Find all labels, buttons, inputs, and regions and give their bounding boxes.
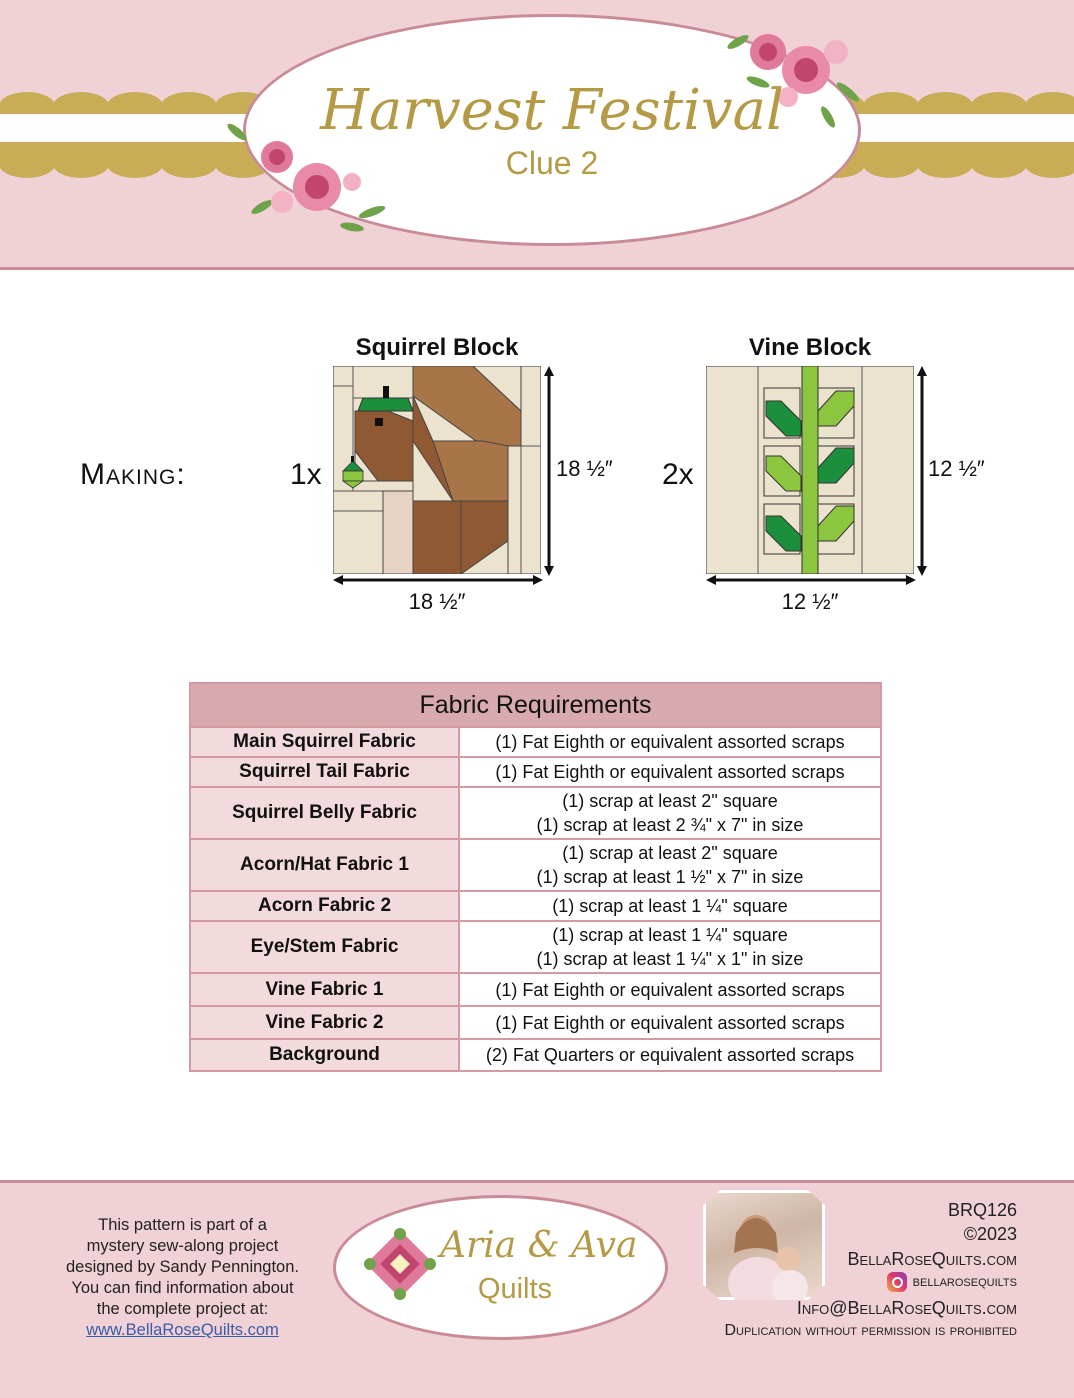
footer-info-line: You can find information about	[71, 1279, 294, 1297]
row-value-line: (1) scrap at least 1 ½" x 7" in size	[536, 867, 804, 887]
table-row	[190, 1006, 881, 1039]
row-value	[459, 727, 881, 757]
row-label: Vine Fabric 1	[190, 973, 459, 1006]
row-value-line: (1) scrap at least 1 ¼" x 1" in size	[536, 949, 804, 969]
email-text[interactable]: Info@BellaRoseQuilts.com	[796, 1298, 1017, 1318]
row-value-line: (1) Fat Eighth or equivalent assorted scraps	[495, 979, 845, 1000]
footer-info-line: designed by Sandy Pennington.	[65, 1258, 299, 1276]
table-row	[190, 1039, 881, 1071]
row-label: Squirrel Belly Fabric	[190, 787, 459, 839]
footer-info-line: mystery sew-along project	[86, 1237, 279, 1255]
table-row	[190, 891, 881, 921]
vine-block-diagram	[706, 366, 914, 574]
page-subtitle: Clue 2	[505, 145, 599, 181]
squirrel-width-label: 18 ½″	[408, 589, 466, 614]
row-value	[459, 1039, 881, 1071]
row-value-line: (1) scrap at least 1 ¼" square	[552, 896, 788, 916]
row-label: Vine Fabric 2	[190, 1006, 459, 1039]
making-label: Making:	[80, 458, 186, 491]
page-title: Harvest Festival	[320, 78, 784, 143]
footer-info-line: the complete project at:	[96, 1300, 269, 1318]
row-value	[459, 839, 881, 891]
row-value-line: (1) scrap at least 2 ¾" x 7" in size	[536, 815, 804, 835]
row-value-line: (1) Fat Eighth or equivalent assorted scraps	[495, 1012, 845, 1033]
photo-silhouette-icon	[706, 1193, 828, 1303]
instagram-label: bellarosequilts	[912, 1273, 1017, 1291]
table-row	[190, 973, 881, 1006]
row-value-line: (2) Fat Quarters or equivalent assorted scraps	[485, 1045, 855, 1065]
copyright: ©2023	[963, 1224, 1017, 1244]
row-value	[459, 757, 881, 787]
duplication-notice: Duplication without permission is prohibited	[724, 1322, 1017, 1339]
instagram-handle[interactable]	[887, 1272, 1017, 1292]
row-label: Squirrel Tail Fabric	[190, 757, 459, 787]
row-label: Acorn Fabric 2	[190, 891, 459, 921]
website-link[interactable]: www.BellaRoseQuilts.com	[86, 1321, 279, 1339]
row-value-line: (1) Fat Eighth or equivalent assorted scraps	[495, 732, 845, 752]
table-row	[190, 727, 881, 757]
squirrel-block-title: Squirrel Block	[355, 334, 519, 361]
vine-width-label: 12 ½″	[781, 589, 839, 614]
row-value-line: (1) scrap at least 1 ¼" square	[552, 925, 788, 945]
squirrel-count: 1x	[290, 458, 322, 491]
row-value	[459, 787, 881, 839]
logo-name: Aria & Ava	[440, 1225, 638, 1266]
squirrel-block-diagram	[333, 366, 541, 574]
fabric-requirements-table	[189, 682, 882, 1072]
website-text[interactable]: BellaRoseQuilts.com	[847, 1249, 1017, 1269]
row-value-line: (1) scrap at least 2" square	[562, 843, 778, 863]
table-row	[190, 757, 881, 787]
row-value-line: (1) scrap at least 2" square	[562, 791, 778, 811]
vine-count: 2x	[662, 458, 694, 491]
row-value	[459, 1006, 881, 1039]
row-label: Background	[190, 1039, 459, 1071]
row-label: Eye/Stem Fabric	[190, 921, 459, 973]
row-value-line: (1) Fat Eighth or equivalent assorted scraps	[495, 762, 845, 782]
row-value	[459, 921, 881, 973]
table-row	[190, 921, 881, 973]
logo-subtitle: Quilts	[477, 1273, 553, 1305]
table-row	[190, 839, 881, 891]
instagram-icon	[887, 1272, 907, 1292]
header-banner	[0, 0, 1074, 270]
row-label: Acorn/Hat Fabric 1	[190, 839, 459, 891]
footer-info-line: This pattern is part of a	[98, 1216, 267, 1234]
row-label: Main Squirrel Fabric	[190, 727, 459, 757]
table-row	[190, 787, 881, 839]
footer-info	[40, 1215, 325, 1341]
quilt-flower-logo-icon	[364, 1228, 436, 1300]
vine-height-label: 12 ½″	[928, 456, 985, 481]
pattern-code: BRQ126	[947, 1200, 1017, 1220]
squirrel-height-label: 18 ½″	[556, 456, 613, 481]
vine-block-title: Vine Block	[748, 334, 872, 361]
designer-photo	[703, 1190, 825, 1300]
row-value	[459, 891, 881, 921]
row-value	[459, 973, 881, 1006]
table-title: Fabric Requirements	[190, 683, 881, 727]
